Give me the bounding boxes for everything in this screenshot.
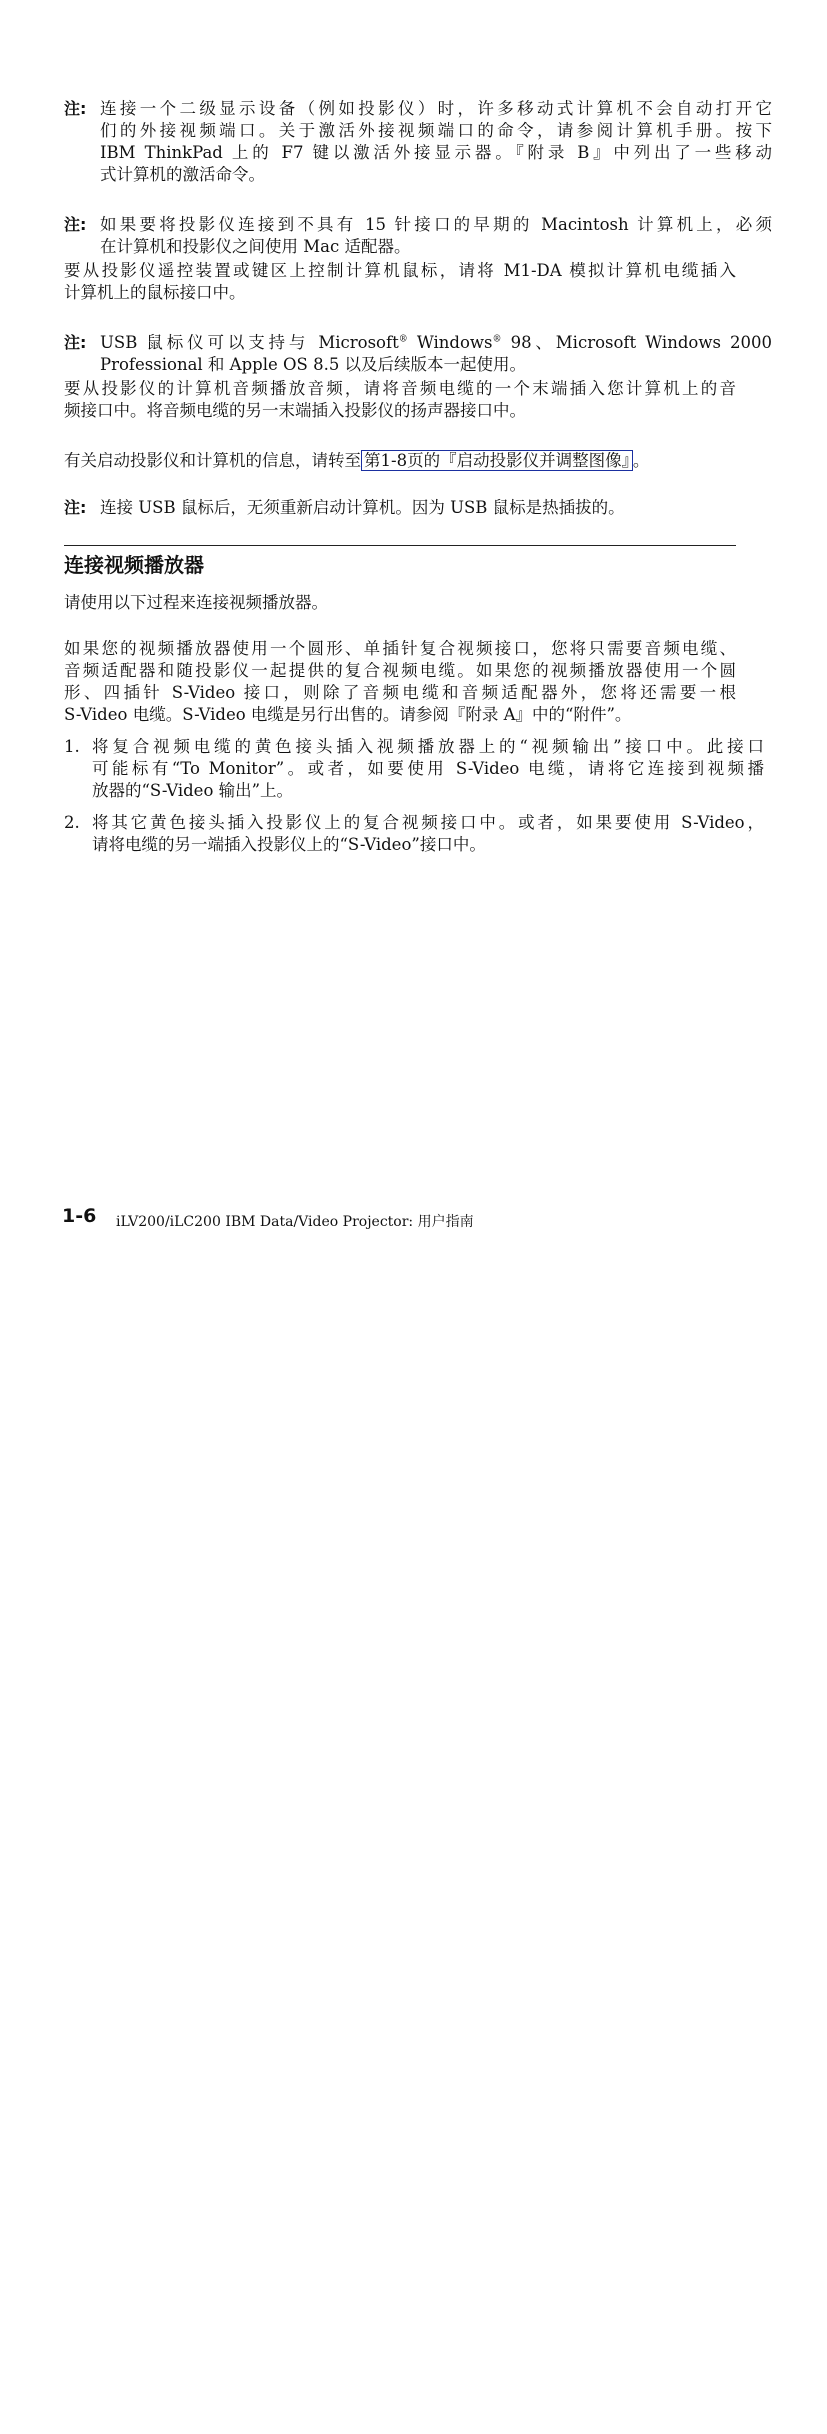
paragraph-line: S-Video 电缆。S-Video 电缆是另行出售的。请参阅『附录 A』中的“附件”。 [64, 705, 632, 724]
note-line: 连接 USB 鼠标后，无须重新启动计算机。因为 USB 鼠标是热插拔的。 [100, 498, 625, 517]
note-label: 注: [64, 215, 87, 234]
paragraph-mouse-control [64, 260, 736, 304]
note-line: 如果要将投影仪连接到不具有 15 针接口的早期的 Macintosh 计算机上，必须 [100, 215, 772, 234]
note-label: 注: [64, 498, 87, 517]
step-line: 可能标有“To Monitor”。或者，如要使用 S-Video 电缆，请将它连接到视频播 [92, 759, 764, 778]
paragraph-line: 音频适配器和随投影仪一起提供的复合视频电缆。如果您的视频播放器使用一个圆 [64, 661, 736, 680]
page-number: 1-6 [62, 1205, 97, 1227]
baidu-watermark [585, 1170, 785, 1250]
paragraph-line: 频接口中。将音频电缆的另一末端插入投影仪的扬声器接口中。 [64, 401, 526, 420]
note-usb-mouse-support [64, 332, 772, 376]
paragraph-audio [64, 378, 736, 422]
paragraph-line: 要从投影仪遥控装置或键区上控制计算机鼠标，请将 M1-DA 模拟计算机电缆插入 [64, 261, 736, 280]
paragraph-line: 要从投影仪的计算机音频播放音频，请将音频电缆的一个末端插入您计算机上的音 [64, 379, 736, 398]
registered-mark: ® [398, 334, 408, 345]
step-line: 放器的“S-Video 输出”上。 [92, 781, 294, 800]
note-label: 注: [64, 333, 87, 352]
note-line: Professional 和 Apple OS 8.5 以及后续版本一起使用。 [100, 355, 527, 374]
paragraph-line: 计算机上的鼠标接口中。 [64, 283, 246, 302]
paragraph-video-cables [64, 638, 736, 726]
paragraph-startup-reference [64, 450, 736, 472]
note-line: 式计算机的激活命令。 [100, 165, 265, 184]
note-macintosh [64, 214, 772, 258]
startup-page-link[interactable]: 第1-8页的『启动投影仪并调整图像』 [361, 450, 633, 471]
section-intro: 请使用以下过程来连接视频播放器。 [64, 593, 328, 612]
running-footer-title: iLV200/iLC200 IBM Data/Video Projector: 用户指南 [116, 1214, 474, 1230]
note-line: USB 鼠标仪可以支持与 Microsoft® Windows® 98、Microsoft Windows 2000 [100, 333, 772, 352]
note-label: 注: [64, 99, 87, 118]
step-line: 将其它黄色接头插入投影仪上的复合视频接口中。或者，如果要使用 S-Video， [92, 813, 764, 832]
step-number: 2. [64, 813, 80, 832]
step-number: 1. [64, 737, 80, 756]
step-item [64, 812, 764, 856]
paragraph-line: 如果您的视频播放器使用一个圆形、单插针复合视频接口，您将只需要音频电缆、 [64, 639, 736, 658]
note-line: 在计算机和投影仪之间使用 Mac 适配器。 [100, 237, 411, 256]
note-external-video [64, 98, 772, 186]
paragraph-line: 形、四插针 S-Video 接口，则除了音频电缆和音频适配器外，您将还需要一根 [64, 683, 736, 702]
section-divider [64, 545, 736, 546]
step-line: 请将电缆的另一端插入投影仪上的“S-Video”接口中。 [92, 835, 486, 854]
note-line: 们的外接视频端口。关于激活外接视频端口的命令，请参阅计算机手册。按下 [100, 121, 772, 140]
registered-mark: ® [492, 334, 502, 345]
paragraph-line: 有关启动投影仪和计算机的信息，请转至 第1-8页的『启动投影仪并调整图像』 。 [64, 451, 650, 470]
step-line: 将复合视频电缆的黄色接头插入视频播放器上的“视频输出”接口中。此接口 [92, 737, 764, 756]
note-usb-hotplug [64, 497, 772, 519]
note-line: 连接一个二级显示设备（例如投影仪）时，许多移动式计算机不会自动打开它 [100, 99, 772, 118]
step-item [64, 736, 764, 802]
note-line: IBM ThinkPad 上的 F7 键以激活外接显示器。『附录 B』中列出了一些移动 [100, 143, 772, 162]
section-heading: 连接视频播放器 [64, 553, 204, 577]
